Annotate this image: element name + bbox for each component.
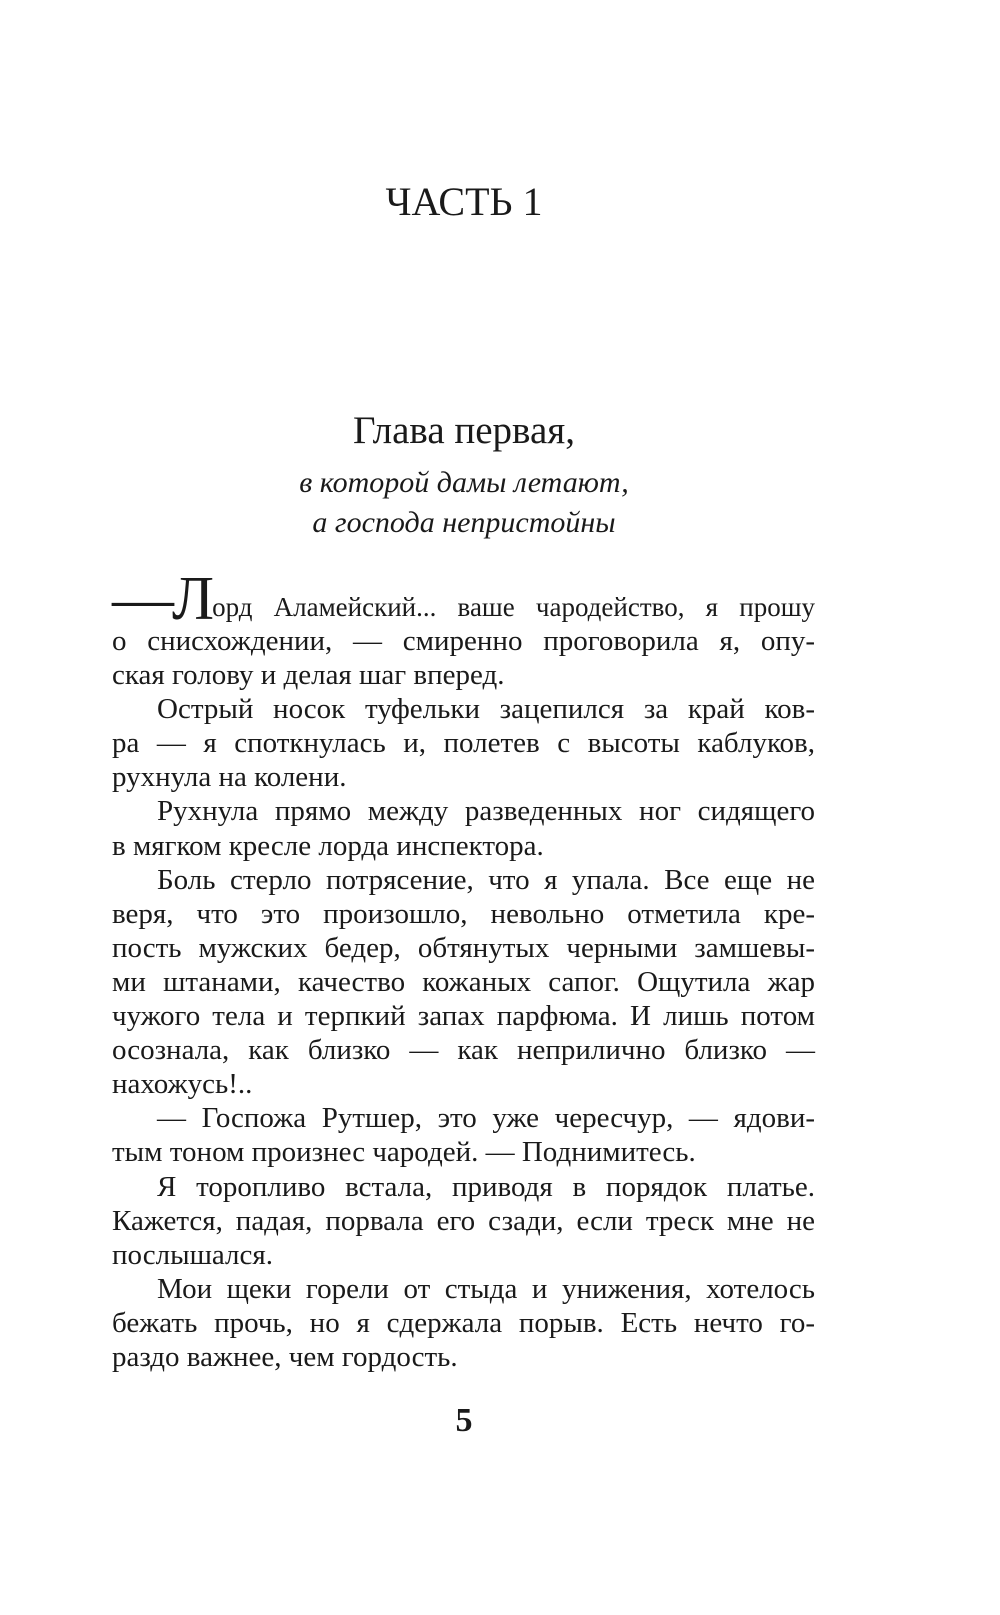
line-text: тым тоном произнес чародей. — Поднимитесь.: [112, 1136, 696, 1169]
text-line: [112, 1170, 815, 1204]
line-text: ра — я споткнулась и, полетев с высоты каблуков,: [112, 727, 815, 760]
chapter-subtitle-line: в которой дамы летают,: [299, 466, 629, 499]
text-line: [112, 692, 815, 726]
line-text: веря, что это произошло, невольно отметила кре-: [112, 897, 815, 930]
chapter-title: Глава первая,: [353, 409, 575, 452]
text-line: [112, 565, 815, 633]
line-text: ская голову и делая шаг вперед.: [112, 659, 505, 692]
line-text: раздо важнее, чем гордость.: [112, 1340, 458, 1373]
drop-cap: —Л: [112, 565, 213, 633]
line-text: нахожусь!..: [112, 1068, 253, 1101]
line-text: ми штанами, качество кожаных сапог. Ощутила жар: [112, 965, 815, 998]
line-text: чужого тела и терпкий запах парфюма. И лишь потом: [112, 1000, 815, 1033]
text-line: [112, 624, 815, 658]
text-line: [112, 794, 815, 828]
text-line: [112, 760, 815, 794]
line-text: пость мужских бедер, обтянутых черными замшевы-: [112, 931, 815, 964]
text-line: [112, 1272, 815, 1306]
line-text: — Госпожа Рутшер, это уже чересчур, — ядови-: [157, 1102, 815, 1135]
line-text: Я торопливо встала, приводя в порядок платье.: [157, 1170, 815, 1203]
text-line: [112, 1204, 815, 1238]
line-text: послышался.: [112, 1238, 273, 1271]
text-line: [112, 999, 815, 1033]
text-line: [112, 1033, 815, 1067]
line-text: в мягком кресле лорда инспектора.: [112, 829, 544, 862]
line-text: Рухнула прямо между разведенных ног сидящего: [157, 795, 815, 828]
line-text: осознала, как близко — как неприлично близко —: [112, 1034, 815, 1067]
text-line: [112, 726, 815, 760]
line-text: бежать прочь, но я сдержала порыв. Есть нечто го-: [112, 1306, 815, 1339]
text-line: [112, 965, 815, 999]
part-title: ЧАСТЬ 1: [385, 179, 543, 224]
text-line: [112, 863, 815, 897]
text-line: [112, 1340, 815, 1374]
text-line: [112, 931, 815, 965]
line-text: Кажется, падая, порвала его сзади, если треск мне не: [112, 1204, 815, 1237]
body-text: [112, 565, 815, 1374]
text-line: [112, 829, 815, 863]
chapter-subtitle-line: а господа непристойны: [312, 506, 616, 539]
text-line: [112, 1101, 815, 1135]
text-line: [112, 1067, 815, 1101]
text-line: [112, 1135, 815, 1169]
line-text: Боль стерло потрясение, что я упала. Все еще не: [157, 863, 815, 896]
text-line: [112, 1238, 815, 1272]
text-line: [112, 897, 815, 931]
page-number: 5: [455, 1402, 473, 1439]
line-text: Мои щеки горели от стыда и унижения, хотелось: [157, 1272, 815, 1305]
line-text: Острый носок туфельки зацепился за край ков-: [157, 693, 815, 726]
text-line: [112, 1306, 815, 1340]
text-line: [112, 658, 815, 692]
line-text: о снисхождении, — смиренно проговорила я, опу-: [112, 625, 815, 657]
line-text: рухнула на колени.: [112, 761, 347, 794]
line-text: орд Аламейский... ваше чародейство, я прошу: [212, 592, 815, 622]
